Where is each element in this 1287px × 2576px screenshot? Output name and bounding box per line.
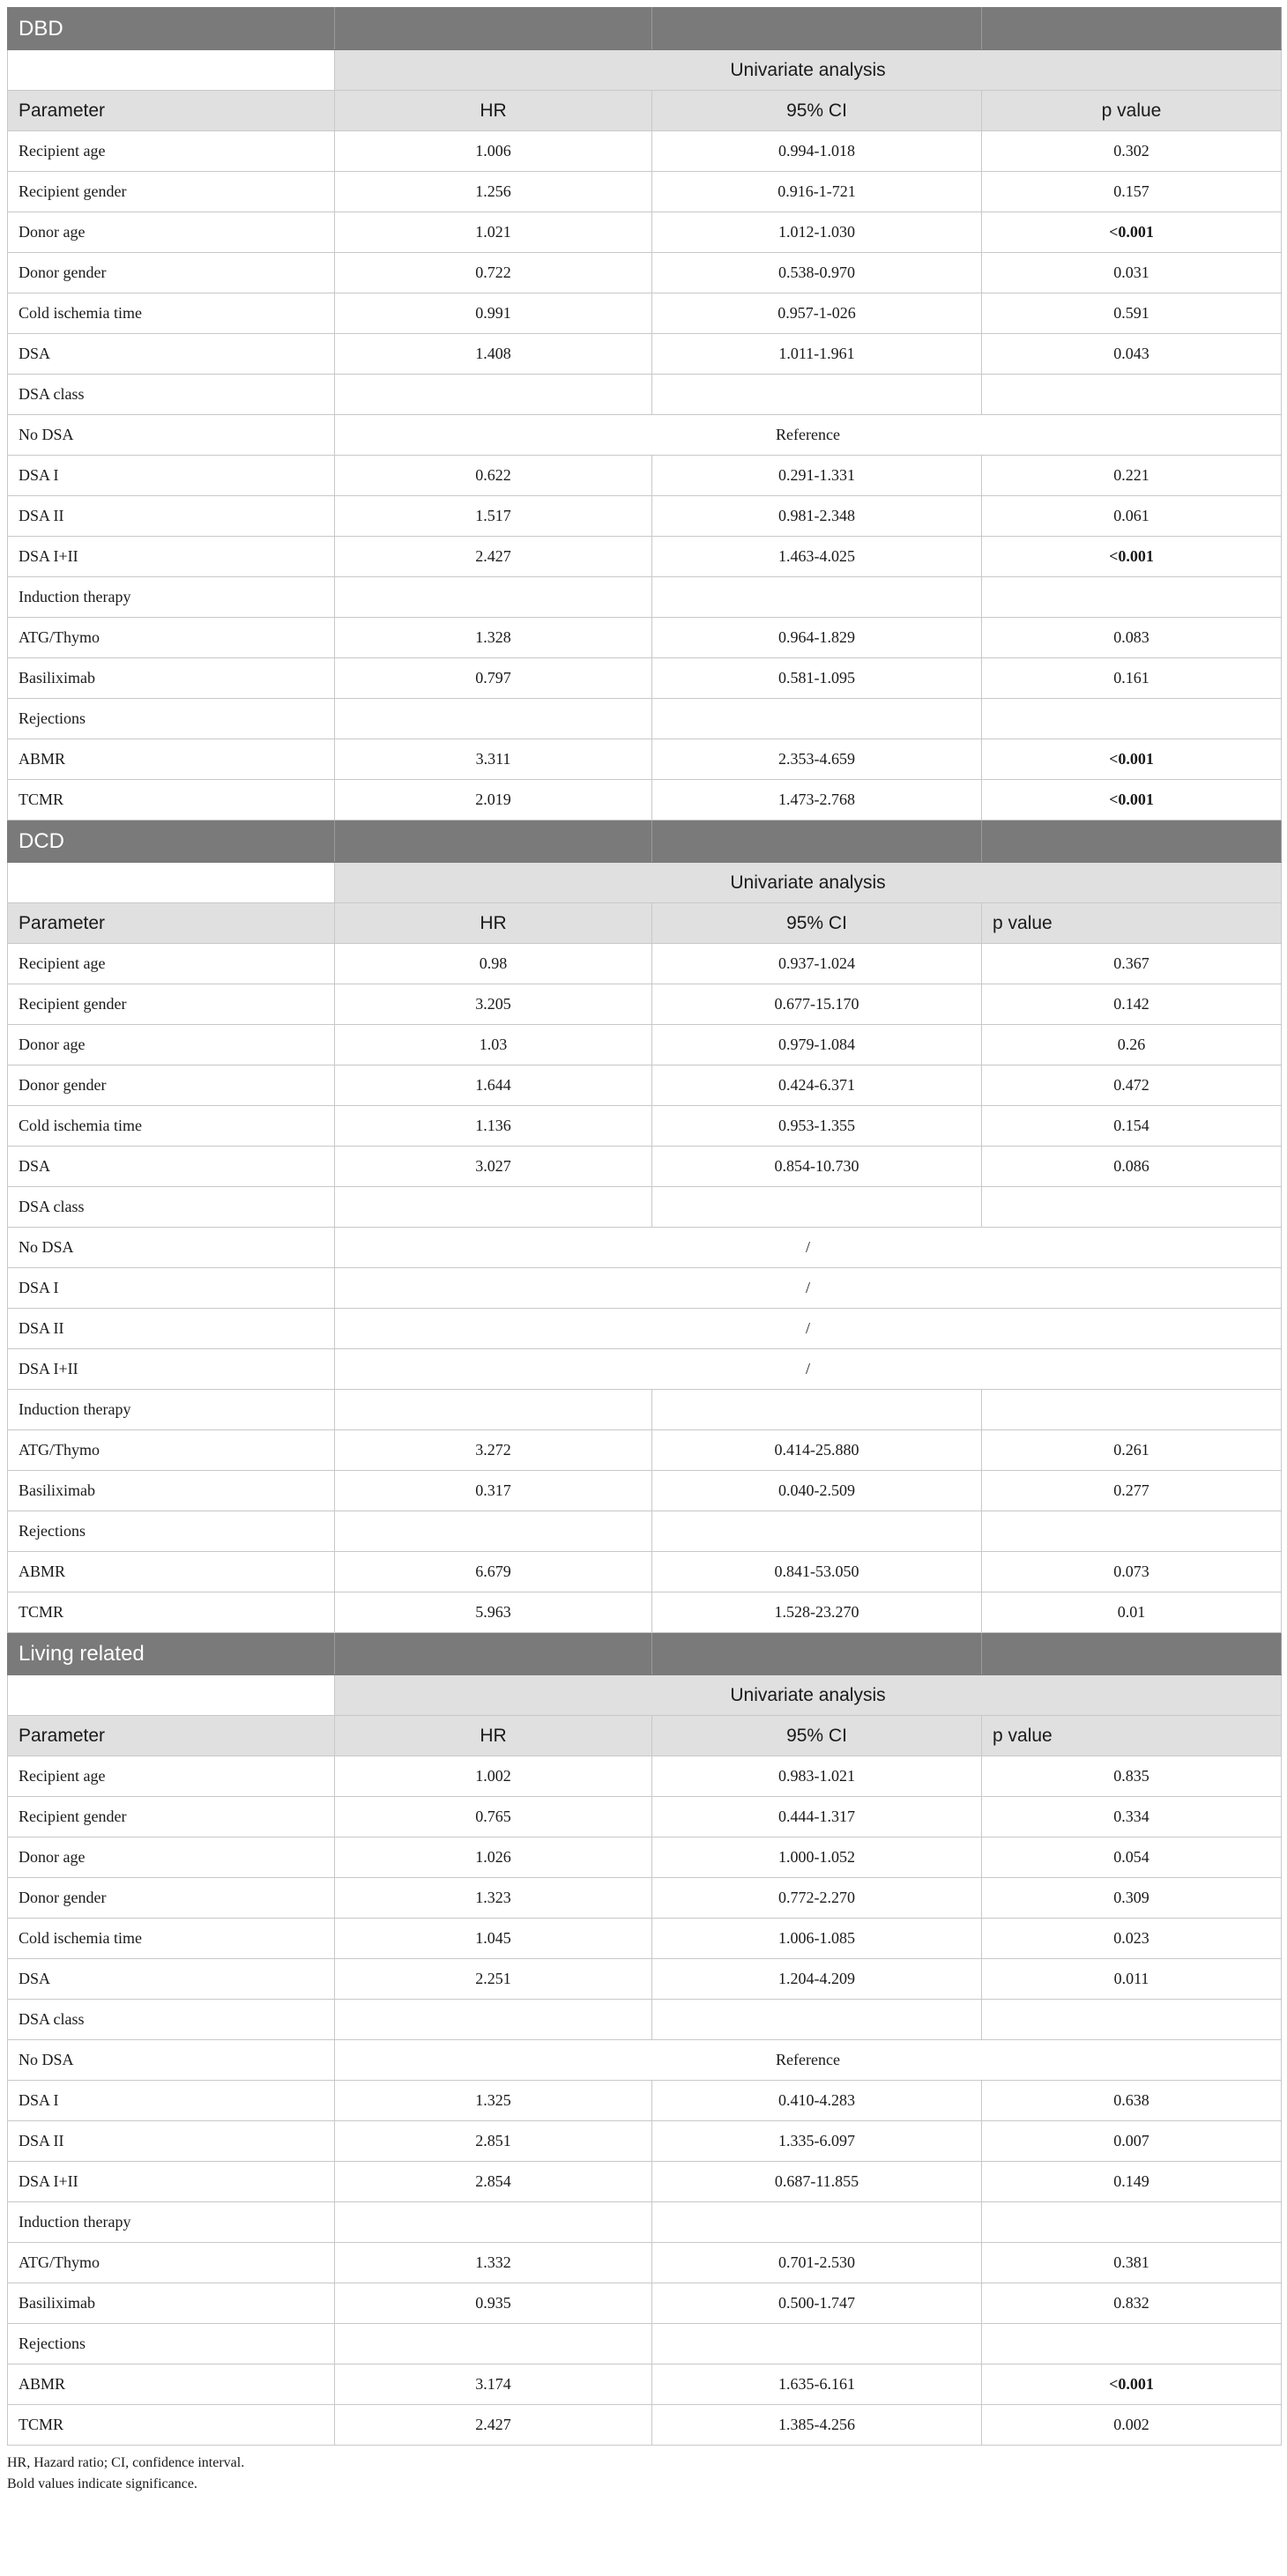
parameter-cell: Recipient age xyxy=(8,1756,335,1797)
p-value-cell: 0.832 xyxy=(982,2283,1282,2324)
parameter-cell: Basiliximab xyxy=(8,658,335,699)
hr-cell: 1.328 xyxy=(335,618,652,658)
table-row xyxy=(8,1268,1282,1309)
hr-cell: 0.991 xyxy=(335,293,652,334)
spanned-value-cell: / xyxy=(335,1228,1282,1268)
table-row xyxy=(8,1065,1282,1106)
ci-cell: 0.983-1.021 xyxy=(652,1756,982,1797)
univariate-row xyxy=(8,863,1282,903)
hr-cell: 3.205 xyxy=(335,984,652,1025)
parameter-cell: Induction therapy xyxy=(8,1390,335,1430)
ci-cell: 0.677-15.170 xyxy=(652,984,982,1025)
ci-cell: 0.937-1.024 xyxy=(652,944,982,984)
hr-cell: 2.851 xyxy=(335,2121,652,2162)
parameter-cell: No DSA xyxy=(8,1228,335,1268)
parameter-cell: DSA I+II xyxy=(8,537,335,577)
ci-cell: 1.473-2.768 xyxy=(652,780,982,820)
hr-cell: 1.517 xyxy=(335,496,652,537)
header-parameter: Parameter xyxy=(8,903,335,944)
p-value-cell: <0.001 xyxy=(982,212,1282,253)
parameter-cell: DSA class xyxy=(8,2000,335,2040)
footnote-abbreviations: HR, Hazard ratio; CI, confidence interval. xyxy=(7,2455,245,2470)
table-row xyxy=(8,2202,1282,2243)
empty-cell xyxy=(652,2324,982,2364)
section-header-blank-cell xyxy=(335,820,652,863)
header-parameter: Parameter xyxy=(8,91,335,131)
hr-cell: 0.935 xyxy=(335,2283,652,2324)
table-row xyxy=(8,1390,1282,1430)
empty-cell xyxy=(982,2000,1282,2040)
hr-cell: 1.325 xyxy=(335,2081,652,2121)
p-value-cell: <0.001 xyxy=(982,780,1282,820)
parameter-cell: Donor gender xyxy=(8,1065,335,1106)
parameter-cell: Rejections xyxy=(8,1511,335,1552)
univariate-blank-cell xyxy=(8,863,335,903)
ci-cell: 0.500-1.747 xyxy=(652,2283,982,2324)
empty-cell xyxy=(335,1390,652,1430)
hr-cell: 1.045 xyxy=(335,1919,652,1959)
p-value-cell: 0.367 xyxy=(982,944,1282,984)
p-value-cell: 0.221 xyxy=(982,456,1282,496)
empty-cell xyxy=(335,699,652,739)
table-row xyxy=(8,1756,1282,1797)
table-row xyxy=(8,1878,1282,1919)
parameter-cell: Cold ischemia time xyxy=(8,293,335,334)
empty-cell xyxy=(982,2324,1282,2364)
section-header-blank-cell xyxy=(335,8,652,50)
parameter-cell: TCMR xyxy=(8,780,335,820)
parameter-cell: DSA I xyxy=(8,1268,335,1309)
hr-cell: 0.722 xyxy=(335,253,652,293)
ci-cell: 1.635-6.161 xyxy=(652,2364,982,2405)
empty-cell xyxy=(982,375,1282,415)
p-value-cell: 0.054 xyxy=(982,1837,1282,1878)
p-value-cell: 0.002 xyxy=(982,2405,1282,2446)
parameter-cell: ABMR xyxy=(8,739,335,780)
section-header-blank-cell xyxy=(652,8,982,50)
parameter-cell: DSA II xyxy=(8,2121,335,2162)
section-title: DCD xyxy=(8,820,335,863)
p-value-cell: <0.001 xyxy=(982,2364,1282,2405)
ci-cell: 0.957-1-026 xyxy=(652,293,982,334)
header-95-ci: 95% CI xyxy=(652,903,982,944)
table-row xyxy=(8,618,1282,658)
table-row xyxy=(8,496,1282,537)
parameter-cell: Recipient gender xyxy=(8,172,335,212)
p-value-cell: 0.154 xyxy=(982,1106,1282,1147)
ci-cell: 0.964-1.829 xyxy=(652,618,982,658)
header-95-ci: 95% CI xyxy=(652,91,982,131)
section-header-row xyxy=(8,820,1282,863)
table-row xyxy=(8,1837,1282,1878)
spanned-value-cell: / xyxy=(335,1268,1282,1309)
p-value-cell: 0.149 xyxy=(982,2162,1282,2202)
empty-cell xyxy=(335,2324,652,2364)
header-p-value: p value xyxy=(982,1716,1282,1756)
p-value-cell: 0.591 xyxy=(982,293,1282,334)
p-value-cell: 0.157 xyxy=(982,172,1282,212)
parameter-cell: TCMR xyxy=(8,2405,335,2446)
hr-cell: 5.963 xyxy=(335,1592,652,1633)
spanned-value-cell: / xyxy=(335,1309,1282,1349)
p-value-cell: 0.261 xyxy=(982,1430,1282,1471)
parameter-cell: Induction therapy xyxy=(8,577,335,618)
parameter-cell: DSA xyxy=(8,1959,335,2000)
hr-cell: 1.03 xyxy=(335,1025,652,1065)
univariate-row xyxy=(8,50,1282,91)
ci-cell: 2.353-4.659 xyxy=(652,739,982,780)
table-row xyxy=(8,2162,1282,2202)
ci-cell: 1.012-1.030 xyxy=(652,212,982,253)
table-row xyxy=(8,1147,1282,1187)
empty-cell xyxy=(652,1511,982,1552)
p-value-cell: 0.073 xyxy=(982,1552,1282,1592)
parameter-cell: ABMR xyxy=(8,1552,335,1592)
hr-cell: 0.317 xyxy=(335,1471,652,1511)
table-row xyxy=(8,2405,1282,2446)
parameter-cell: Cold ischemia time xyxy=(8,1919,335,1959)
table-row xyxy=(8,2121,1282,2162)
hr-cell: 1.026 xyxy=(335,1837,652,1878)
header-hr: HR xyxy=(335,91,652,131)
parameter-cell: Donor age xyxy=(8,1025,335,1065)
parameter-cell: Recipient gender xyxy=(8,984,335,1025)
ci-cell: 0.981-2.348 xyxy=(652,496,982,537)
ci-cell: 1.335-6.097 xyxy=(652,2121,982,2162)
p-value-cell: 0.043 xyxy=(982,334,1282,375)
p-value-cell: 0.061 xyxy=(982,496,1282,537)
results-table-container xyxy=(7,7,1281,2495)
hr-cell: 1.323 xyxy=(335,1878,652,1919)
parameter-cell: DSA II xyxy=(8,496,335,537)
hazard-ratio-table xyxy=(7,7,1282,2446)
hr-cell: 0.797 xyxy=(335,658,652,699)
p-value-cell: 0.638 xyxy=(982,2081,1282,2121)
table-row xyxy=(8,944,1282,984)
column-header-row xyxy=(8,91,1282,131)
univariate-analysis-label: Univariate analysis xyxy=(335,1675,1282,1716)
empty-cell xyxy=(335,1187,652,1228)
footnote-bold-meaning: Bold values indicate significance. xyxy=(7,2476,197,2491)
p-value-cell: 0.161 xyxy=(982,658,1282,699)
parameter-cell: Donor gender xyxy=(8,1878,335,1919)
ci-cell: 0.701-2.530 xyxy=(652,2243,982,2283)
table-row xyxy=(8,1919,1282,1959)
table-row xyxy=(8,456,1282,496)
table-row xyxy=(8,739,1282,780)
hr-cell: 0.622 xyxy=(335,456,652,496)
table-row xyxy=(8,375,1282,415)
univariate-blank-cell xyxy=(8,50,335,91)
parameter-cell: No DSA xyxy=(8,2040,335,2081)
p-value-cell: 0.302 xyxy=(982,131,1282,172)
ci-cell: 0.414-25.880 xyxy=(652,1430,982,1471)
table-row xyxy=(8,2243,1282,2283)
table-row xyxy=(8,1106,1282,1147)
ci-cell: 0.841-53.050 xyxy=(652,1552,982,1592)
p-value-cell: 0.472 xyxy=(982,1065,1282,1106)
hr-cell: 3.174 xyxy=(335,2364,652,2405)
p-value-cell: 0.835 xyxy=(982,1756,1282,1797)
ci-cell: 0.291-1.331 xyxy=(652,456,982,496)
parameter-cell: Recipient age xyxy=(8,944,335,984)
ci-cell: 0.410-4.283 xyxy=(652,2081,982,2121)
spanned-value-cell: Reference xyxy=(335,415,1282,456)
parameter-cell: Donor age xyxy=(8,212,335,253)
parameter-cell: Basiliximab xyxy=(8,2283,335,2324)
section-header-blank-cell xyxy=(335,1633,652,1675)
hr-cell: 1.021 xyxy=(335,212,652,253)
p-value-cell: 0.142 xyxy=(982,984,1282,1025)
ci-cell: 1.463-4.025 xyxy=(652,537,982,577)
table-row xyxy=(8,2040,1282,2081)
table-row xyxy=(8,253,1282,293)
hr-cell: 6.679 xyxy=(335,1552,652,1592)
empty-cell xyxy=(982,577,1282,618)
table-row xyxy=(8,1797,1282,1837)
table-row xyxy=(8,172,1282,212)
table-row xyxy=(8,1552,1282,1592)
empty-cell xyxy=(652,2202,982,2243)
parameter-cell: Donor gender xyxy=(8,253,335,293)
parameter-cell: DSA xyxy=(8,1147,335,1187)
empty-cell xyxy=(982,1390,1282,1430)
parameter-cell: Cold ischemia time xyxy=(8,1106,335,1147)
hr-cell: 2.019 xyxy=(335,780,652,820)
table-row xyxy=(8,1592,1282,1633)
section-header-blank-cell xyxy=(652,1633,982,1675)
ci-cell: 0.040-2.509 xyxy=(652,1471,982,1511)
header-95-ci: 95% CI xyxy=(652,1716,982,1756)
header-p-value: p value xyxy=(982,903,1282,944)
table-row xyxy=(8,537,1282,577)
ci-cell: 0.994-1.018 xyxy=(652,131,982,172)
hr-cell: 2.427 xyxy=(335,2405,652,2446)
parameter-cell: Rejections xyxy=(8,699,335,739)
table-row xyxy=(8,577,1282,618)
table-row xyxy=(8,1228,1282,1268)
ci-cell: 0.916-1-721 xyxy=(652,172,982,212)
hr-cell: 1.256 xyxy=(335,172,652,212)
hr-cell: 2.427 xyxy=(335,537,652,577)
empty-cell xyxy=(335,577,652,618)
empty-cell xyxy=(982,1511,1282,1552)
table-row xyxy=(8,415,1282,456)
univariate-analysis-label: Univariate analysis xyxy=(335,863,1282,903)
p-value-cell: 0.01 xyxy=(982,1592,1282,1633)
spanned-value-cell: Reference xyxy=(335,2040,1282,2081)
hr-cell: 1.006 xyxy=(335,131,652,172)
table-row xyxy=(8,1309,1282,1349)
empty-cell xyxy=(652,577,982,618)
p-value-cell: 0.086 xyxy=(982,1147,1282,1187)
ci-cell: 0.444-1.317 xyxy=(652,1797,982,1837)
parameter-cell: ATG/Thymo xyxy=(8,2243,335,2283)
ci-cell: 1.204-4.209 xyxy=(652,1959,982,2000)
hr-cell: 1.136 xyxy=(335,1106,652,1147)
ci-cell: 0.424-6.371 xyxy=(652,1065,982,1106)
empty-cell xyxy=(335,375,652,415)
column-header-row xyxy=(8,903,1282,944)
section-header-blank-cell xyxy=(982,8,1282,50)
p-value-cell: 0.381 xyxy=(982,2243,1282,2283)
hr-cell: 3.272 xyxy=(335,1430,652,1471)
hr-cell: 3.027 xyxy=(335,1147,652,1187)
hr-cell: 1.332 xyxy=(335,2243,652,2283)
ci-cell: 0.538-0.970 xyxy=(652,253,982,293)
parameter-cell: ATG/Thymo xyxy=(8,1430,335,1471)
p-value-cell: 0.023 xyxy=(982,1919,1282,1959)
parameter-cell: DSA I xyxy=(8,456,335,496)
column-header-row xyxy=(8,1716,1282,1756)
univariate-blank-cell xyxy=(8,1675,335,1716)
p-value-cell: 0.007 xyxy=(982,2121,1282,2162)
parameter-cell: Donor age xyxy=(8,1837,335,1878)
table-row xyxy=(8,1959,1282,2000)
ci-cell: 1.006-1.085 xyxy=(652,1919,982,1959)
table-row xyxy=(8,780,1282,820)
table-row xyxy=(8,334,1282,375)
hr-cell: 1.002 xyxy=(335,1756,652,1797)
empty-cell xyxy=(982,699,1282,739)
p-value-cell: 0.031 xyxy=(982,253,1282,293)
parameter-cell: DSA I xyxy=(8,2081,335,2121)
empty-cell xyxy=(335,2202,652,2243)
ci-cell: 1.000-1.052 xyxy=(652,1837,982,1878)
p-value-cell: 0.011 xyxy=(982,1959,1282,2000)
table-row xyxy=(8,212,1282,253)
table-row xyxy=(8,658,1282,699)
ci-cell: 0.953-1.355 xyxy=(652,1106,982,1147)
table-row xyxy=(8,131,1282,172)
parameter-cell: DSA class xyxy=(8,1187,335,1228)
hr-cell: 2.854 xyxy=(335,2162,652,2202)
parameter-cell: Rejections xyxy=(8,2324,335,2364)
hr-cell: 1.644 xyxy=(335,1065,652,1106)
header-hr: HR xyxy=(335,903,652,944)
section-header-row xyxy=(8,8,1282,50)
ci-cell: 0.687-11.855 xyxy=(652,2162,982,2202)
parameter-cell: No DSA xyxy=(8,415,335,456)
table-row xyxy=(8,2283,1282,2324)
hr-cell: 0.765 xyxy=(335,1797,652,1837)
empty-cell xyxy=(652,2000,982,2040)
parameter-cell: DSA II xyxy=(8,1309,335,1349)
table-row xyxy=(8,1511,1282,1552)
parameter-cell: DSA xyxy=(8,334,335,375)
section-header-row xyxy=(8,1633,1282,1675)
table-row xyxy=(8,1430,1282,1471)
section-title: DBD xyxy=(8,8,335,50)
table-row xyxy=(8,2324,1282,2364)
section-header-blank-cell xyxy=(982,1633,1282,1675)
parameter-cell: DSA class xyxy=(8,375,335,415)
ci-cell: 0.854-10.730 xyxy=(652,1147,982,1187)
empty-cell xyxy=(335,2000,652,2040)
empty-cell xyxy=(335,1511,652,1552)
table-row xyxy=(8,1471,1282,1511)
header-p-value: p value xyxy=(982,91,1282,131)
header-hr: HR xyxy=(335,1716,652,1756)
table-row xyxy=(8,1187,1282,1228)
table-row xyxy=(8,984,1282,1025)
univariate-row xyxy=(8,1675,1282,1716)
empty-cell xyxy=(982,2202,1282,2243)
parameter-cell: Basiliximab xyxy=(8,1471,335,1511)
ci-cell: 0.979-1.084 xyxy=(652,1025,982,1065)
section-header-blank-cell xyxy=(652,820,982,863)
p-value-cell: 0.083 xyxy=(982,618,1282,658)
parameter-cell: DSA I+II xyxy=(8,2162,335,2202)
ci-cell: 1.528-23.270 xyxy=(652,1592,982,1633)
parameter-cell: Induction therapy xyxy=(8,2202,335,2243)
p-value-cell: <0.001 xyxy=(982,739,1282,780)
table-row xyxy=(8,2000,1282,2040)
parameter-cell: DSA I+II xyxy=(8,1349,335,1390)
parameter-cell: TCMR xyxy=(8,1592,335,1633)
p-value-cell: 0.26 xyxy=(982,1025,1282,1065)
p-value-cell: 0.334 xyxy=(982,1797,1282,1837)
p-value-cell: <0.001 xyxy=(982,537,1282,577)
table-row xyxy=(8,2081,1282,2121)
table-row xyxy=(8,1025,1282,1065)
p-value-cell: 0.309 xyxy=(982,1878,1282,1919)
header-parameter: Parameter xyxy=(8,1716,335,1756)
parameter-cell: ATG/Thymo xyxy=(8,618,335,658)
hr-cell: 1.408 xyxy=(335,334,652,375)
univariate-analysis-label: Univariate analysis xyxy=(335,50,1282,91)
ci-cell: 0.772-2.270 xyxy=(652,1878,982,1919)
section-title: Living related xyxy=(8,1633,335,1675)
hr-cell: 0.98 xyxy=(335,944,652,984)
spanned-value-cell: / xyxy=(335,1349,1282,1390)
table-body xyxy=(8,8,1282,2446)
section-header-blank-cell xyxy=(982,820,1282,863)
empty-cell xyxy=(652,699,982,739)
table-row xyxy=(8,1349,1282,1390)
empty-cell xyxy=(652,1390,982,1430)
hr-cell: 2.251 xyxy=(335,1959,652,2000)
parameter-cell: ABMR xyxy=(8,2364,335,2405)
table-row xyxy=(8,2364,1282,2405)
empty-cell xyxy=(652,1187,982,1228)
hr-cell: 3.311 xyxy=(335,739,652,780)
p-value-cell: 0.277 xyxy=(982,1471,1282,1511)
empty-cell xyxy=(982,1187,1282,1228)
ci-cell: 1.385-4.256 xyxy=(652,2405,982,2446)
table-row xyxy=(8,293,1282,334)
table-row xyxy=(8,699,1282,739)
table-footnotes xyxy=(7,2453,1281,2495)
empty-cell xyxy=(652,375,982,415)
ci-cell: 1.011-1.961 xyxy=(652,334,982,375)
parameter-cell: Recipient gender xyxy=(8,1797,335,1837)
parameter-cell: Recipient age xyxy=(8,131,335,172)
ci-cell: 0.581-1.095 xyxy=(652,658,982,699)
